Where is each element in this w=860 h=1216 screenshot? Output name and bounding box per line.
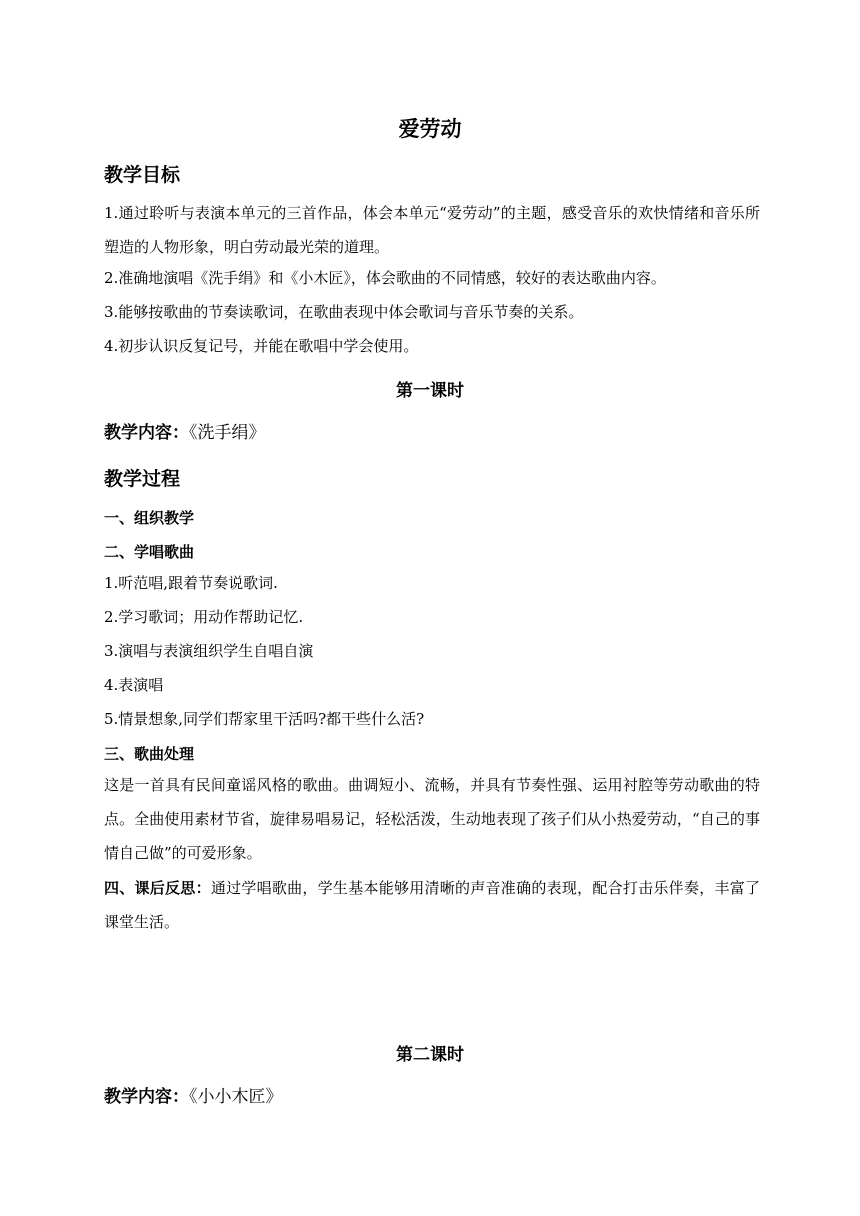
lesson1-heading: 第一课时 bbox=[396, 381, 464, 401]
goals-heading: 教学目标 bbox=[104, 164, 181, 186]
section-processing: 三、歌曲处理 bbox=[104, 745, 195, 763]
reflection-label: 四、课后反思： bbox=[104, 879, 211, 897]
section-learn-song: 二、学唱歌曲 bbox=[104, 543, 195, 561]
lesson2-heading: 第二课时 bbox=[396, 1045, 464, 1065]
goal-item-3: 3.能够按歌曲的节奏读歌词，在歌曲表现中体会歌词与音乐节奏的关系。 bbox=[104, 303, 584, 321]
lesson1-content-label: 教学内容： bbox=[104, 423, 189, 443]
reflection bbox=[104, 871, 760, 939]
song-analysis: 这是一首具有民间童谣风格的歌曲。曲调短小、流畅，并具有节奏性强、运用衬腔等劳动歌曲的特点。全曲使用素材节省，旋律易唱易记，轻松活泼，生动地表现了孩子们从小热爱劳动，“自己的事情自己做”的可爱形象。 bbox=[104, 776, 760, 862]
step-3: 3.演唱与表演组织学生自唱自演 bbox=[104, 642, 314, 660]
goal-item-4: 4.初步认识反复记号，并能在歌唱中学会使用。 bbox=[104, 337, 419, 355]
step-2: 2.学习歌词；用动作帮助记忆. bbox=[104, 608, 304, 626]
step-1: 1.听范唱,跟着节奏说歌词. bbox=[104, 574, 278, 592]
lesson1-content-value: 《洗手绢》 bbox=[189, 423, 266, 443]
goal-item-1: 1.通过聆听与表演本单元的三首作品，体会本单元“爱劳动”的主题，感受音乐的欢快情绪和音乐所塑造的人物形象，明白劳动最光荣的道理。 bbox=[104, 204, 760, 256]
document-title: 爱劳动 bbox=[398, 117, 462, 141]
step-5: 5.情景想象,同学们帮家里干活吗?都干些什么活? bbox=[104, 710, 425, 728]
lesson2-content bbox=[104, 1084, 283, 1110]
process-heading: 教学过程 bbox=[104, 468, 181, 490]
lesson2-content-label: 教学内容： bbox=[104, 1087, 189, 1107]
section-organize: 一、组织教学 bbox=[104, 509, 195, 527]
lesson1-content bbox=[104, 420, 266, 446]
step-4: 4.表演唱 bbox=[104, 676, 164, 694]
lesson2-content-value: 《小小木匠》 bbox=[189, 1087, 283, 1107]
goal-item-2: 2.准确地演唱《洗手绢》和《小木匠》，体会歌曲的不同情感，较好的表达歌曲内容。 bbox=[104, 269, 666, 287]
reflection-text: 通过学唱歌曲，学生基本能够用清晰的声音准确的表现，配合打击乐伴奏，丰富了课堂生活。 bbox=[104, 879, 760, 931]
